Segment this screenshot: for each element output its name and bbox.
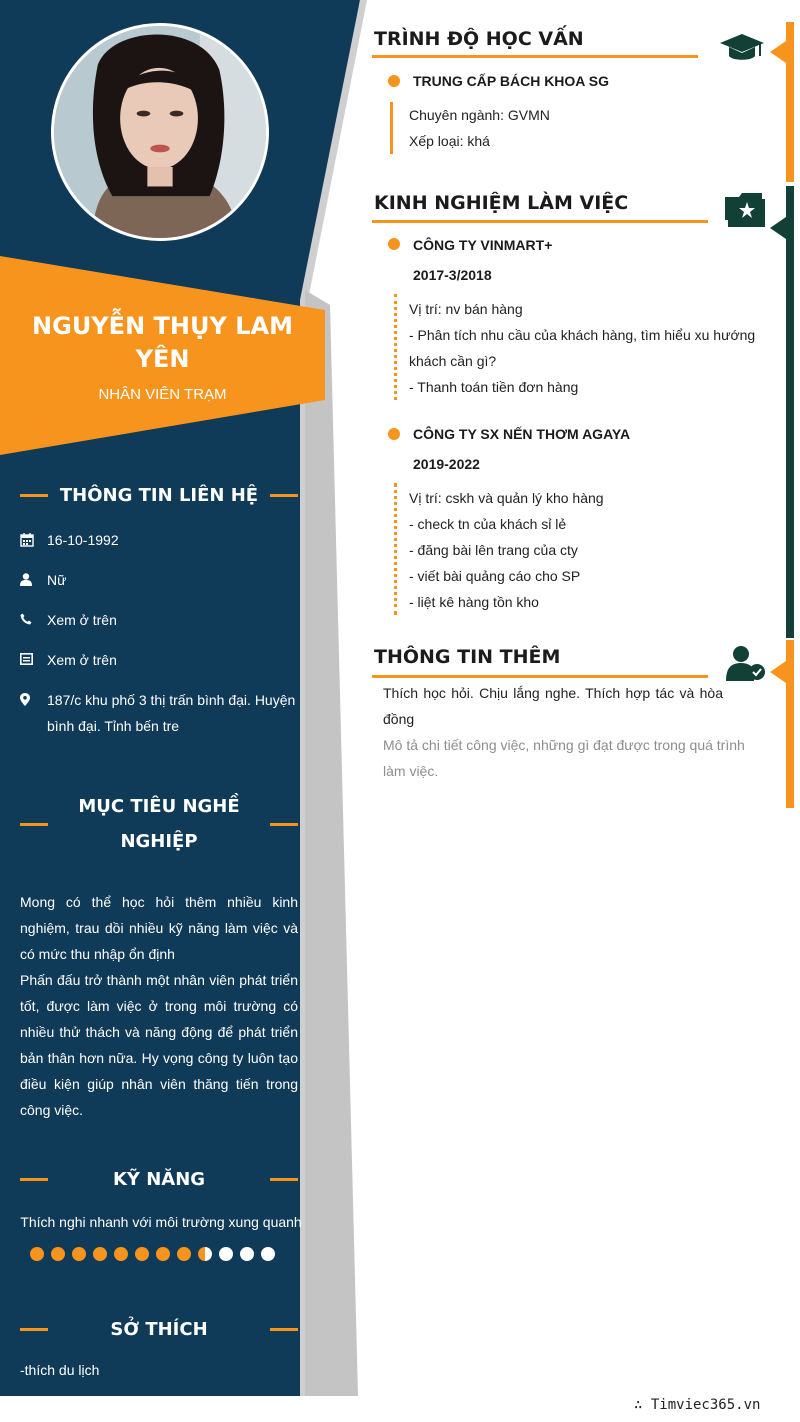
timeline-dots [394,483,397,615]
timeline-bullet [388,238,400,250]
hobbies-heading [20,1312,298,1347]
contact-text: Xem ở trên [47,612,117,628]
contact-birthday [20,527,300,553]
hobby-item: -thích du lịch [20,1362,100,1378]
experience-details [409,485,761,615]
contact-text: Xem ở trên [47,652,117,668]
detail-line: Xếp loại: khá [409,133,490,149]
side-accent-pointer [770,661,786,683]
skill-dot [135,1247,149,1261]
user-check-icon [726,645,766,686]
work-period: 2017-3/2018 [413,267,492,283]
heading-dash [20,1328,48,1331]
contact-heading-text: THÔNG TIN LIÊN HỆ [59,485,259,506]
detail-line: - Thanh toán tiền đơn hàng [409,379,579,395]
email-icon [20,647,47,673]
detail-line: Vị trí: cskh và quản lý kho hàng [409,490,604,506]
detail-line: - Phân tích nhu cầu của khách hàng, tìm hiểu xu hướng khách cần gì? [409,327,756,369]
experience-details [409,296,761,400]
heading-dash [20,494,48,497]
company-name: CÔNG TY SX NẾN THƠM AGAYA [413,426,631,442]
additional-text: Thích học hỏi. Chịu lắng nghe. Thích hợp tác và hòa đồng [383,685,723,727]
heading-dash [270,494,298,497]
contact-gender [20,567,300,593]
additional-hint: Mô tả chi tiết công việc, những gì đạt được trong quá trình làm việc. [383,737,745,779]
heading-dash [270,1328,298,1331]
user-icon [20,567,47,593]
objective-text [20,889,298,1123]
education-details [409,102,761,154]
skill-dot [156,1247,170,1261]
contact-phone [20,607,300,633]
detail-line: - check tn của khách sỉ lẻ [409,516,567,532]
timeline-dots [394,294,397,400]
full-name: NGUYỄN THỤY LAM YÊN [32,312,293,373]
objective-heading [20,789,298,859]
skill-dot [198,1247,212,1261]
contact-text: Nữ [47,572,67,588]
job-position: NHÂN VIÊN TRẠM [98,386,227,403]
detail-line: - liệt kê hàng tồn kho [409,594,539,610]
skill-dot [240,1247,254,1261]
detail-line: Chuyên ngành: GVMN [409,107,550,123]
skill-dot [219,1247,233,1261]
side-accent-pointer [770,217,786,239]
objective-paragraph: Phấn đấu trở thành một nhân viên phát triển tốt, được làm việc ở trong môi trường có nhiều thử thách và năng động để phát triển bản thân hơn nữa. Hy vọng công ty luôn tạo điều kiện giúp nhân viên thăng tiến trong công việc. [20,972,298,1118]
skill-dot [177,1247,191,1261]
timeline-bullet [388,428,400,440]
side-accent-strip [786,186,794,638]
experience-heading: KINH NGHIỆM LÀM VIỆC [374,192,629,214]
skill-dot [261,1247,275,1261]
skill-dot [72,1247,86,1261]
skills-heading [20,1162,298,1197]
side-accent-strip [786,640,794,808]
detail-line: Vị trí: nv bán hàng [409,301,523,317]
skill-rating [30,1247,275,1261]
contact-text: 187/c khu phố 3 thị trấn bình đại. Huyện bình đại. Tỉnh bến tre [47,692,296,734]
timeline-line [390,102,393,154]
phone-icon [20,607,47,633]
education-heading: TRÌNH ĐỘ HỌC VẤN [374,28,584,50]
school-name: TRUNG CẤP BÁCH KHOA SG [413,73,610,89]
skills-heading-text: KỸ NĂNG [112,1169,206,1190]
skill-name: Thích nghi nhanh với môi trường xung quanh [20,1214,302,1230]
folder-star-icon [725,193,765,232]
detail-line: - đăng bài lên trang của cty [409,542,578,558]
additional-heading: THÔNG TIN THÊM [374,646,561,668]
calendar-icon [20,527,47,553]
contact-text: 16-10-1992 [47,532,119,548]
objective-paragraph: Mong có thể học hỏi thêm nhiều kinh nghiệm, trau dồi nhiều kỹ năng làm việc và có mức thu nhập ổn định [20,894,298,962]
contact-email [20,647,300,673]
side-accent-pointer [770,41,786,63]
profile-photo [51,23,269,241]
timeline-bullet [388,75,400,87]
side-accent-strip [786,22,794,182]
company-name: CÔNG TY VINMART+ [413,237,553,253]
objective-heading-text: MỤC TIÊU NGHỀ NGHIỆP [78,796,240,852]
portrait-image [54,26,266,238]
heading-underline [372,55,698,58]
contact-heading [20,478,298,513]
heading-dash [270,823,298,826]
heading-dash [270,1178,298,1181]
skill-dot [30,1247,44,1261]
heading-dash [20,1178,48,1181]
heading-dash [20,823,48,826]
skill-dot [114,1247,128,1261]
heading-underline [372,220,708,223]
hobbies-heading-text: SỞ THÍCH [110,1319,208,1340]
skill-dot [51,1247,65,1261]
heading-underline [372,675,708,678]
contact-address [20,687,300,739]
graduation-cap-icon [720,32,764,69]
detail-line: - viết bài quảng cáo cho SP [409,568,581,584]
location-pin-icon [20,687,47,739]
work-period: 2019-2022 [413,456,480,472]
skill-dot [93,1247,107,1261]
footer-brand: ∴ Timviec365.vn [634,1397,761,1413]
